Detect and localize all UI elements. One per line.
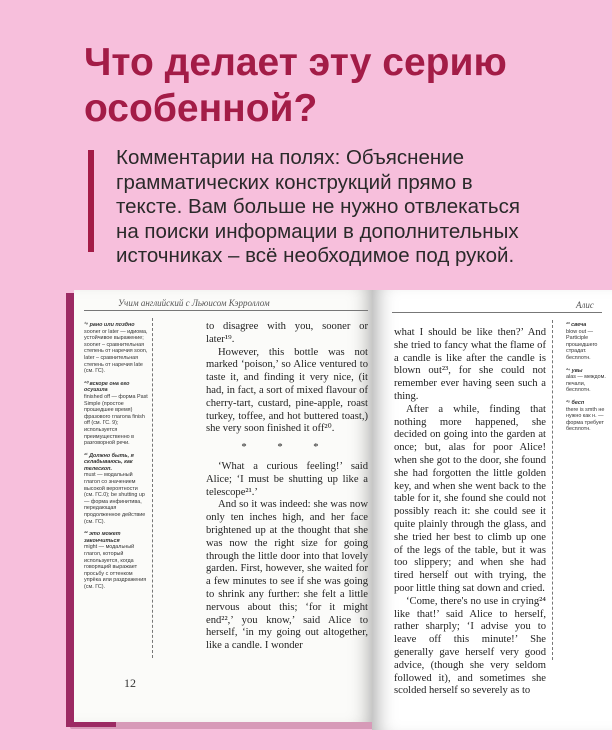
margin-note (84, 453, 148, 526)
description-line: тексте. Вам больше не нужно отвлекаться (116, 195, 520, 218)
section-break: * * * (241, 442, 333, 454)
margin-note-body: there is smth не нужно как н. — форма требует бесплотн. (566, 406, 605, 433)
description-text (116, 146, 586, 269)
margin-note-body: alas — междом. печали, бесплотн. (566, 374, 606, 394)
paragraph: And so it was indeed: she was now only ten inches high, and her face brightened up at the thought that she was now the right size for going through the little door into that lovely garden. First, however, she waited for a few minutes to see if she was going to shrink any further: she felt a little nervous about this; ‘for it might end²²,’ you know,’ said Alice to herself, ‘in my going out altogether, like a candle. I wonder (206, 499, 368, 652)
margin-note (84, 531, 148, 590)
margin-note-body: finished off — форма Past Simple (простое прошедшее время) фразового глагола finish off (см. ГС. 9); используется преимущественно в разговорной речи. (84, 393, 148, 447)
margin-note (566, 322, 606, 362)
margin-note-body: must — модальный глагол со значением высокой вероятности (см. ГС.0); be shutting up — форма инфинитива, передающая продолженное действие (см. ГС). (84, 472, 146, 525)
left-header-rule (84, 310, 368, 311)
left-running-header: Учим английский с Льюисом Кэрроллом (118, 298, 270, 308)
margin-note (84, 381, 148, 447)
paragraph: to disagree with you, sooner or later¹⁹. (206, 321, 368, 345)
margin-note-head: ²⁴ увы (566, 367, 583, 374)
margin-note-body: blow out — Participle прошедшего страдат. бесплотн. (566, 328, 598, 361)
margin-divider (152, 318, 153, 658)
title-line-2: особенной? (84, 87, 318, 130)
left-margin-notes (84, 322, 148, 597)
left-body-text (206, 321, 368, 653)
margin-note-head: ²⁰ вскоре она его осушила (84, 380, 130, 394)
margin-note-head: ²⁵ бесп (566, 399, 585, 406)
page-number: 12 (124, 676, 136, 690)
paragraph: However, this bottle was not marked ‘poison,’ so Alice ventured to taste it, and finding it very nice, (it had, in fact, a sort of mixed flavour of cherry-tart, custard, pine-apple, roast turkey, toffee, and hot buttered toast,) she very soon finished it off²⁰. (206, 346, 368, 435)
title-line-1: Что делает эту серию (84, 41, 507, 84)
margin-divider (552, 320, 553, 660)
right-margin-notes (566, 322, 606, 439)
description-line: источниках – всё необходимое под рукой. (116, 244, 515, 267)
right-body-text (394, 327, 546, 698)
page-title (84, 40, 554, 132)
description-line: грамматических конструкций прямо в (116, 170, 473, 194)
right-header-rule (392, 312, 602, 313)
paragraph: what I should be like then?’ And she tried to fancy what the flame of a candle is like after the candle is blown out²³, for she could not remember ever having seen such a thing. (394, 327, 546, 402)
margin-note-head: ¹⁹ рано или поздно (84, 322, 135, 328)
description-line: на поиски информации в дополнительных (116, 219, 519, 243)
accent-bar (88, 150, 94, 252)
description-line: Комментарии на полях: Объяснение (116, 146, 465, 169)
margin-note-body: might — модальный глагол, который используется, когда говорящий выражает просьбу с оттенком упрёка или раздражения (см. ГС). (84, 544, 147, 590)
paragraph: ‘What a curious feeling!’ said Alice; ‘I must be shutting up like a telescope²¹.’ (206, 460, 368, 498)
margin-note-head: ²³ свеча (566, 322, 587, 328)
margin-note-body: sooner or later — идиома, устойчивое выражение; sooner – сравнительная степень от наречия soon, later – сравнительная степень от наречия late (см. ГС). (84, 328, 148, 375)
margin-note-head: ²¹ Должно быть, я складываюсь, как телескоп. (84, 452, 134, 472)
margin-note (566, 368, 606, 394)
paragraph: After a while, finding that nothing more happened, she decided on going into the garden at once; but, alas for poor Alice! when she got to the door, she found she had forgotten the little golden key, and when she went back to the table for it, she found she could not possibly reach it: she could see it quite plainly through the glass, and she tried her best to climb up one of the legs of the table, but it was too slippery; and when she had tired herself out with trying, the poor little thing sat down and cried. (394, 403, 546, 594)
margin-note (84, 322, 148, 375)
paragraph: ‘Come, there's no use in crying²⁴ like that!’ said Alice to herself, rather sharply; ‘I advise you to leave off this minute!’ She generally gave herself very good advice, (though she very seldom followed it), and sometimes she scolded herself so severely as to (394, 595, 546, 697)
margin-note (566, 400, 606, 433)
margin-note-head: ²² это может закончиться (84, 531, 121, 544)
right-running-header: Алис (576, 300, 594, 310)
